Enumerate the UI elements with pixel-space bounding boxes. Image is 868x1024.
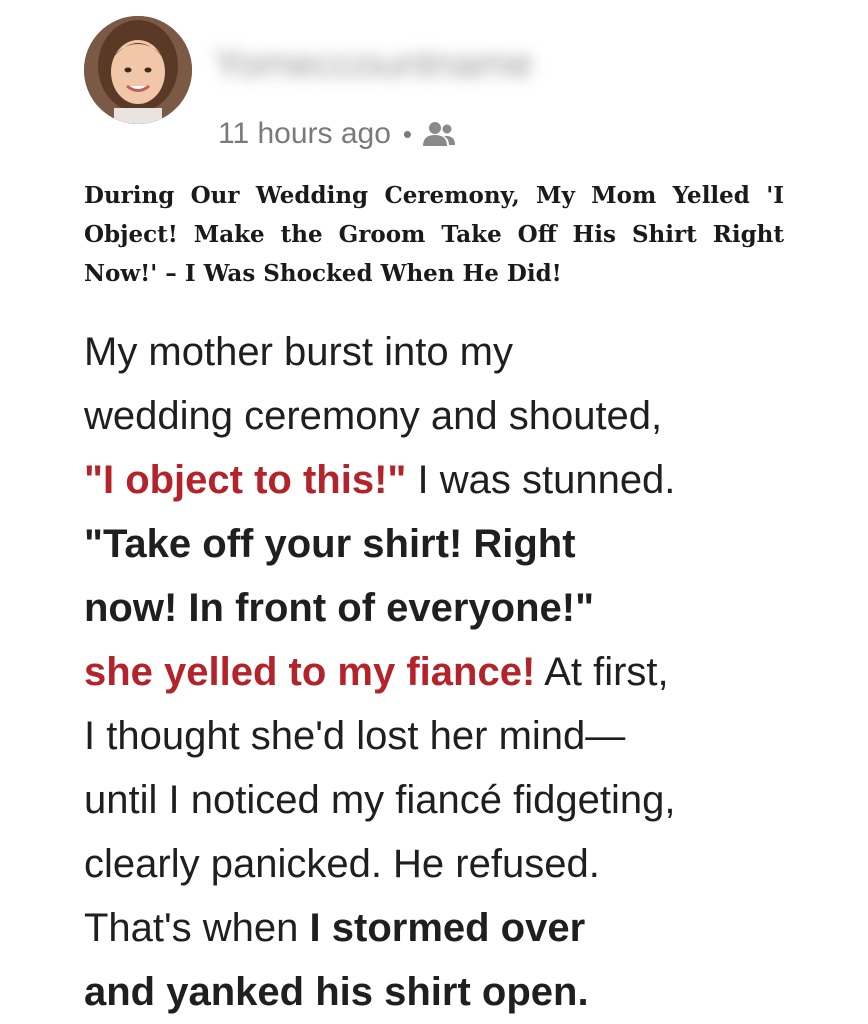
body-line: My mother burst into my [84,330,514,374]
bold-text: and yanked his shirt open. [84,970,589,1014]
post-headline[interactable]: During Our Wedding Ceremony, My Mom Yelled 'I Object! Make the Groom Take Off His Shirt Right Now!' – I Was Shocked When He Did! [84,182,784,287]
body-line: clearly panicked. He refused. [84,842,600,886]
bold-quote: "Take off your shirt! Right [84,522,576,566]
body-text: At first, [535,650,669,694]
body-line [84,640,804,704]
author-avatar[interactable] [84,16,192,124]
body-text: That's when [84,906,310,950]
meta-separator: • [402,118,413,149]
people-icon [422,120,456,148]
body-line [84,960,804,1024]
body-line [84,512,804,576]
post-time[interactable]: 11 hours ago [218,117,391,150]
body-line: until I noticed my fiancé fidgeting, [84,778,676,822]
post-meta [218,112,456,156]
avatar-photo [84,16,192,124]
body-line: I thought she'd lost her mind— [84,714,626,758]
body-text: I was stunned. [406,458,676,502]
body-line [84,576,804,640]
body-line [84,896,804,960]
bold-text: I stormed over [309,906,586,950]
highlight-quote: "I object to this!" [84,458,407,502]
body-line [84,448,804,512]
bold-quote: now! In front of everyone!" [84,586,595,630]
body-line: wedding ceremony and shouted, [84,394,663,438]
highlight-text: she yelled to my fiance! [84,650,536,694]
author-name[interactable]: Yomeccountname [214,42,533,86]
post-body [84,320,804,1024]
